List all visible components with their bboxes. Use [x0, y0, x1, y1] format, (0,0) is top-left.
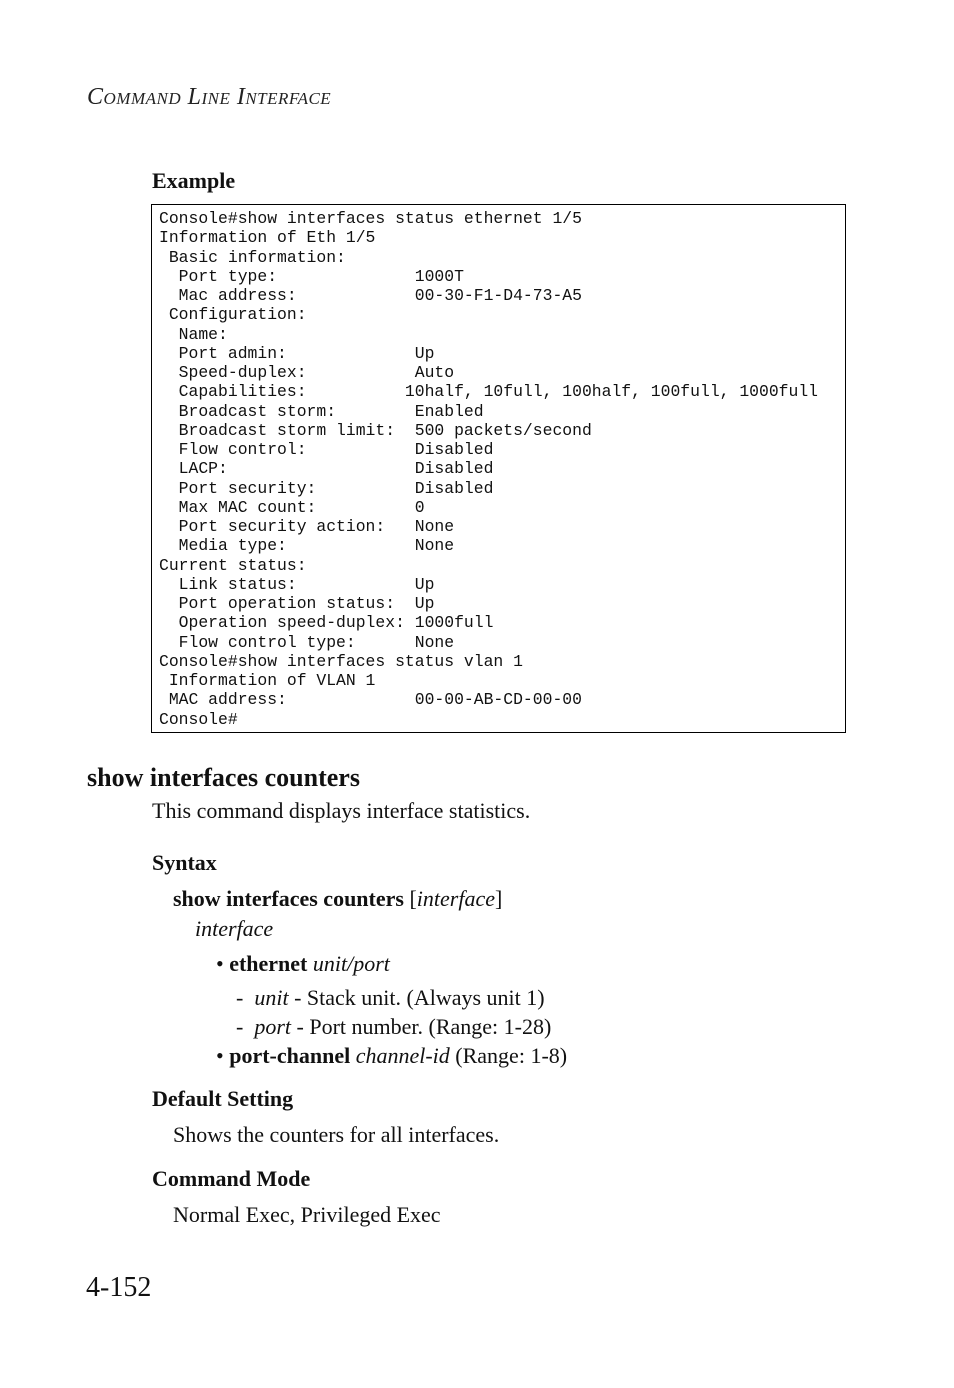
- port-param: port: [254, 1014, 292, 1039]
- sub-item-unit: [236, 985, 545, 1011]
- ethernet-param: unit/port: [312, 951, 390, 976]
- command-mode-text: Normal Exec, Privileged Exec: [173, 1202, 441, 1227]
- bullet-ethernet: [216, 951, 390, 977]
- bracket-close: ]: [495, 886, 503, 911]
- channel-range-text: (Range: 1-8): [449, 1043, 568, 1068]
- code-example: [159, 209, 818, 729]
- syntax-param: interface: [416, 886, 495, 911]
- section-title: show interfaces counters: [87, 763, 360, 792]
- code-line: Link status: Up: [159, 574, 435, 594]
- code-line: Information of VLAN 1: [159, 671, 376, 690]
- code-line: Console#show interfaces status vlan 1: [159, 651, 523, 671]
- code-line: Console#show interfaces status ethernet 1/5: [159, 209, 582, 228]
- running-header: Command Line Interface: [87, 84, 332, 110]
- code-line: Configuration:: [159, 305, 307, 325]
- dash-marker: -: [236, 985, 255, 1010]
- unit-text: - Stack unit. (Always unit 1): [288, 985, 545, 1010]
- bullet-marker: •: [216, 951, 230, 976]
- ethernet-keyword: ethernet: [229, 951, 308, 976]
- bracket-open: [: [403, 886, 417, 911]
- code-line: Port operation status: Up: [159, 594, 435, 613]
- channel-id-param: channel-id: [355, 1043, 450, 1068]
- code-line: Information of Eth 1/5: [159, 228, 376, 248]
- unit-param: unit: [254, 985, 289, 1010]
- syntax-command-line: [173, 886, 502, 912]
- default-setting-label: Default Setting: [152, 1086, 294, 1111]
- sub-item-port: [236, 1014, 551, 1040]
- code-line: Console#: [159, 709, 238, 729]
- code-line: Broadcast storm limit: 500 packets/second: [159, 420, 592, 440]
- code-line: Current status:: [159, 555, 307, 575]
- port-text: - Port number. (Range: 1-28): [291, 1014, 552, 1039]
- command-mode-label: Command Mode: [152, 1166, 311, 1191]
- code-line: Name:: [159, 324, 228, 344]
- port-channel-keyword: port-channel: [229, 1043, 351, 1068]
- code-line: Basic information:: [159, 247, 346, 267]
- bullet-marker: •: [216, 1043, 230, 1068]
- syntax-command: show interfaces counters: [173, 886, 404, 911]
- default-setting-text: Shows the counters for all interfaces.: [173, 1122, 500, 1147]
- syntax-label: Syntax: [152, 850, 217, 875]
- code-line: Flow control: Disabled: [159, 440, 494, 459]
- code-line: Max MAC count: 0: [159, 497, 425, 517]
- code-line: MAC address: 00-00-AB-CD-00-00: [159, 690, 582, 710]
- code-line: Capabilities: 10half, 10full, 100half, 100full, 1000full: [159, 382, 819, 402]
- code-line: Flow control type: None: [159, 632, 455, 652]
- code-line: Port security action: None: [159, 517, 455, 536]
- code-line: Media type: None: [159, 536, 455, 556]
- code-line: LACP: Disabled: [159, 459, 494, 479]
- dash-marker: -: [236, 1014, 255, 1039]
- param-heading: interface: [195, 916, 274, 941]
- code-line: Mac address: 00-30-F1-D4-73-A5: [159, 286, 582, 305]
- code-line: Port security: Disabled: [159, 478, 494, 498]
- page-number: 4-152: [86, 1272, 152, 1303]
- description: This command displays interface statistics.: [152, 798, 531, 823]
- example-label: Example: [152, 168, 236, 193]
- code-example-box: [151, 204, 846, 733]
- code-line: Port admin: Up: [159, 343, 435, 363]
- bullet-port-channel: [216, 1043, 567, 1069]
- code-line: Port type: 1000T: [159, 266, 464, 286]
- code-line: Speed-duplex: Auto: [159, 363, 455, 382]
- code-line: Operation speed-duplex: 1000full: [159, 613, 494, 633]
- code-line: Broadcast storm: Enabled: [159, 401, 484, 421]
